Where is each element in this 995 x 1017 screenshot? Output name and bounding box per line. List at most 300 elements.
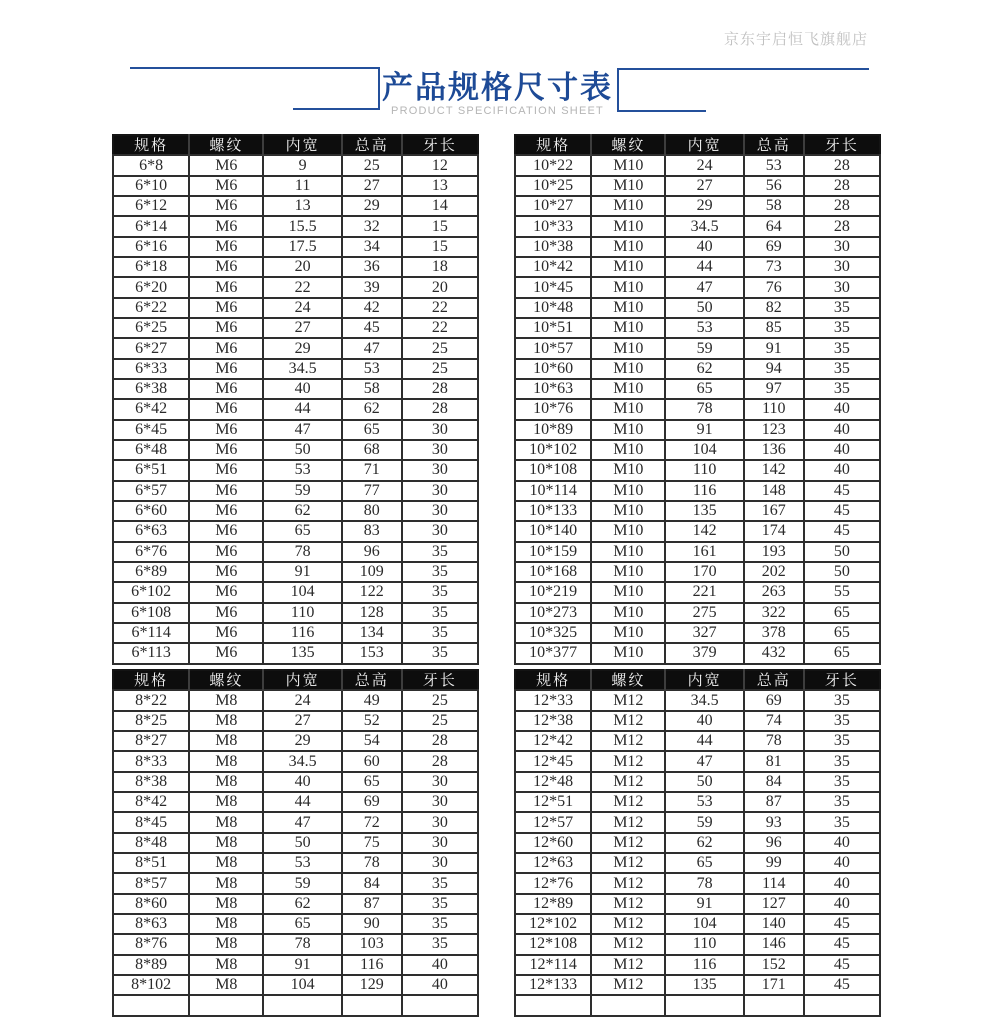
table-row	[515, 237, 880, 257]
spec-cell: 10*48	[515, 298, 591, 318]
table-row	[113, 257, 478, 277]
spec-cell: 35	[402, 914, 478, 934]
spec-cell: 35	[402, 894, 478, 914]
spec-cell: 40	[263, 379, 341, 399]
spec-cell: 44	[665, 257, 743, 277]
spec-cell: 123	[744, 420, 804, 440]
table-row	[113, 420, 478, 440]
spec-cell: 34	[342, 237, 402, 257]
spec-cell: M8	[189, 934, 263, 954]
spec-cell: 135	[263, 643, 341, 663]
spec-cell: 12*76	[515, 873, 591, 893]
spec-cell: M10	[591, 237, 665, 257]
spec-cell: M6	[189, 399, 263, 419]
spec-cell: 39	[342, 277, 402, 297]
spec-cell: 8*51	[113, 853, 189, 873]
spec-cell: 15.5	[263, 216, 341, 236]
table-row	[113, 934, 478, 954]
spec-cell: M12	[591, 934, 665, 954]
spec-cell: 84	[744, 772, 804, 792]
spec-cell: 13	[263, 196, 341, 216]
spec-cell: 116	[665, 481, 743, 501]
column-header: 规格	[113, 670, 189, 690]
spec-cell: M8	[189, 975, 263, 995]
spec-cell: 35	[804, 690, 880, 710]
spec-cell: M12	[591, 690, 665, 710]
spec-cell-empty	[113, 995, 189, 1015]
spec-cell: 83	[342, 521, 402, 541]
spec-cell: 432	[744, 643, 804, 663]
spec-cell: 29	[263, 731, 341, 751]
spec-cell: M10	[591, 603, 665, 623]
spec-cell: 47	[665, 751, 743, 771]
spec-cell: 50	[804, 562, 880, 582]
table-row	[515, 481, 880, 501]
spec-cell: M6	[189, 521, 263, 541]
spec-cell: 65	[665, 379, 743, 399]
spec-cell: M8	[189, 853, 263, 873]
spec-cell: 27	[665, 176, 743, 196]
spec-cell: 129	[342, 975, 402, 995]
spec-cell: 47	[263, 420, 341, 440]
spec-cell: 13	[402, 176, 478, 196]
spec-cell: M8	[189, 873, 263, 893]
spec-cell: 45	[804, 481, 880, 501]
spec-cell: M6	[189, 298, 263, 318]
spec-cell: 30	[804, 257, 880, 277]
spec-cell: 34.5	[263, 359, 341, 379]
spec-cell: 128	[342, 603, 402, 623]
spec-cell: 22	[263, 277, 341, 297]
table-row	[515, 399, 880, 419]
column-header: 内宽	[665, 135, 743, 155]
spec-cell: 17.5	[263, 237, 341, 257]
spec-cell: M6	[189, 562, 263, 582]
spec-cell: 6*102	[113, 582, 189, 602]
spec-cell: 35	[804, 772, 880, 792]
spec-cell: 65	[263, 914, 341, 934]
spec-cell: 8*48	[113, 833, 189, 853]
spec-cell: 10*33	[515, 216, 591, 236]
spec-cell: 35	[402, 582, 478, 602]
spec-cell: 6*48	[113, 440, 189, 460]
spec-cell: 50	[665, 298, 743, 318]
table-row	[113, 643, 478, 663]
spec-cell: 10*102	[515, 440, 591, 460]
spec-cell: 18	[402, 257, 478, 277]
spec-cell: 62	[665, 833, 743, 853]
spec-cell: 6*42	[113, 399, 189, 419]
table-row	[515, 975, 880, 995]
table-row	[515, 338, 880, 358]
spec-cell: 35	[402, 603, 478, 623]
spec-cell: 104	[665, 914, 743, 934]
spec-cell: 35	[804, 792, 880, 812]
table-row	[515, 542, 880, 562]
spec-cell: M10	[591, 440, 665, 460]
spec-cell: 60	[342, 751, 402, 771]
table-row	[515, 582, 880, 602]
spec-cell: M6	[189, 379, 263, 399]
spec-cell: 110	[665, 460, 743, 480]
spec-cell: 22	[402, 298, 478, 318]
spec-cell: 94	[744, 359, 804, 379]
spec-cell: M10	[591, 298, 665, 318]
spec-cell: 6*51	[113, 460, 189, 480]
spec-cell: 35	[804, 379, 880, 399]
spec-cell: 65	[263, 521, 341, 541]
spec-cell: M6	[189, 257, 263, 277]
spec-cell: 42	[342, 298, 402, 318]
spec-cell: 15	[402, 216, 478, 236]
header-row	[113, 670, 478, 690]
spec-cell: 8*76	[113, 934, 189, 954]
spec-cell: 24	[665, 155, 743, 175]
spec-cell-empty	[665, 995, 743, 1015]
spec-cell: 116	[263, 623, 341, 643]
spec-cell: 97	[744, 379, 804, 399]
spec-cell: 167	[744, 501, 804, 521]
spec-cell: 9	[263, 155, 341, 175]
spec-cell: 30	[402, 460, 478, 480]
spec-cell: 6*38	[113, 379, 189, 399]
column-header: 螺纹	[189, 670, 263, 690]
table-row	[515, 176, 880, 196]
spec-cell: 71	[342, 460, 402, 480]
spec-cell: M6	[189, 237, 263, 257]
spec-cell: 10*76	[515, 399, 591, 419]
spec-cell: 8*45	[113, 812, 189, 832]
spec-cell: 12*51	[515, 792, 591, 812]
spec-cell: 35	[402, 934, 478, 954]
spec-cell: 59	[665, 338, 743, 358]
spec-cell: M8	[189, 731, 263, 751]
spec-cell: 30	[402, 812, 478, 832]
spec-cell: 35	[804, 711, 880, 731]
spec-cell: M10	[591, 542, 665, 562]
spec-cell: 6*76	[113, 542, 189, 562]
spec-cell: 142	[744, 460, 804, 480]
spec-cell: 96	[342, 542, 402, 562]
spec-cell: 6*33	[113, 359, 189, 379]
spec-cell: 8*89	[113, 955, 189, 975]
column-header: 总高	[744, 670, 804, 690]
table-row	[113, 542, 478, 562]
spec-cell: 34.5	[665, 216, 743, 236]
column-header: 内宽	[263, 135, 341, 155]
spec-cell: 45	[804, 501, 880, 521]
spec-cell: M12	[591, 853, 665, 873]
spec-cell: 87	[342, 894, 402, 914]
column-header: 牙长	[402, 135, 478, 155]
spec-cell: M10	[591, 501, 665, 521]
column-header: 螺纹	[189, 135, 263, 155]
table-row	[113, 955, 478, 975]
spec-cell: 35	[804, 298, 880, 318]
spec-cell: 64	[744, 216, 804, 236]
table-row	[515, 155, 880, 175]
spec-cell: 25	[402, 690, 478, 710]
table-row	[113, 751, 478, 771]
table-row	[515, 792, 880, 812]
table-row	[113, 379, 478, 399]
spec-cell: 110	[263, 603, 341, 623]
spec-cell: M6	[189, 420, 263, 440]
column-header: 内宽	[665, 670, 743, 690]
spec-cell: 6*114	[113, 623, 189, 643]
spec-cell: 6*63	[113, 521, 189, 541]
spec-cell: 35	[804, 318, 880, 338]
header-row	[515, 670, 880, 690]
spec-cell: 28	[804, 176, 880, 196]
spec-cell-empty	[402, 995, 478, 1015]
spec-cell: 32	[342, 216, 402, 236]
spec-table-grid	[514, 134, 881, 665]
spec-cell: 263	[744, 582, 804, 602]
spec-cell: 69	[744, 237, 804, 257]
spec-cell-empty	[263, 995, 341, 1015]
spec-cell: 12*57	[515, 812, 591, 832]
spec-cell: 53	[263, 460, 341, 480]
spec-cell: 40	[804, 853, 880, 873]
spec-cell: M10	[591, 359, 665, 379]
spec-cell: 74	[744, 711, 804, 731]
spec-cell: 202	[744, 562, 804, 582]
spec-cell: 84	[342, 873, 402, 893]
spec-cell: 322	[744, 603, 804, 623]
table-row	[113, 338, 478, 358]
spec-cell: 12*114	[515, 955, 591, 975]
table-row	[515, 873, 880, 893]
spec-cell: 69	[744, 690, 804, 710]
spec-cell: 44	[665, 731, 743, 751]
spec-cell: 10*140	[515, 521, 591, 541]
spec-cell: 99	[744, 853, 804, 873]
table-row	[113, 562, 478, 582]
spec-cell: M12	[591, 894, 665, 914]
spec-cell: 85	[744, 318, 804, 338]
spec-cell: 8*60	[113, 894, 189, 914]
spec-cell: M12	[591, 955, 665, 975]
spec-cell: 25	[402, 359, 478, 379]
table-row	[113, 690, 478, 710]
spec-cell: 30	[804, 237, 880, 257]
spec-cell-empty	[744, 995, 804, 1015]
spec-cell: 27	[263, 711, 341, 731]
spec-cell: M10	[591, 257, 665, 277]
spec-cell: 78	[665, 873, 743, 893]
spec-cell: 40	[804, 399, 880, 419]
spec-cell: M10	[591, 155, 665, 175]
spec-cell: M8	[189, 711, 263, 731]
table-row	[515, 521, 880, 541]
table-row	[113, 155, 478, 175]
spec-cell: 90	[342, 914, 402, 934]
table-row	[113, 521, 478, 541]
spec-cell: M6	[189, 318, 263, 338]
table-row	[515, 711, 880, 731]
spec-cell: 12*48	[515, 772, 591, 792]
spec-cell: 62	[263, 501, 341, 521]
spec-cell: 40	[804, 873, 880, 893]
spec-cell: 53	[665, 318, 743, 338]
spec-cell: 28	[402, 751, 478, 771]
table-row	[515, 440, 880, 460]
spec-cell: 127	[744, 894, 804, 914]
spec-cell: 30	[804, 277, 880, 297]
spec-cell: M10	[591, 176, 665, 196]
spec-cell: 28	[804, 196, 880, 216]
spec-cell: 104	[263, 975, 341, 995]
spec-cell: 134	[342, 623, 402, 643]
spec-cell: 53	[744, 155, 804, 175]
spec-cell: 12*63	[515, 853, 591, 873]
spec-cell: 12*102	[515, 914, 591, 934]
table-row	[113, 176, 478, 196]
spec-cell: 110	[665, 934, 743, 954]
spec-cell: 6*14	[113, 216, 189, 236]
table-row	[515, 914, 880, 934]
spec-cell: 81	[744, 751, 804, 771]
spec-cell: 68	[342, 440, 402, 460]
spec-cell: 55	[804, 582, 880, 602]
spec-cell: 65	[804, 603, 880, 623]
spec-cell: 14	[402, 196, 478, 216]
spec-cell: 110	[744, 399, 804, 419]
table-row	[515, 772, 880, 792]
spec-cell-empty	[342, 995, 402, 1015]
table-row	[515, 894, 880, 914]
spec-cell: 25	[402, 711, 478, 731]
table-row	[113, 582, 478, 602]
spec-cell: 50	[804, 542, 880, 562]
table-row	[515, 318, 880, 338]
spec-cell: M6	[189, 481, 263, 501]
partial-clipped-row	[515, 995, 880, 1015]
spec-cell: 35	[804, 359, 880, 379]
spec-cell: 8*38	[113, 772, 189, 792]
store-name: 京东宇启恒飞旗舰店	[723, 31, 868, 48]
table-row	[113, 460, 478, 480]
spec-cell: 62	[342, 399, 402, 419]
spec-cell: 82	[744, 298, 804, 318]
spec-cell: 34.5	[263, 751, 341, 771]
spec-cell: 6*10	[113, 176, 189, 196]
spec-cell: M6	[189, 460, 263, 480]
spec-cell: 174	[744, 521, 804, 541]
spec-cell: 30	[402, 481, 478, 501]
spec-table-grid	[112, 669, 479, 1017]
spec-cell: 171	[744, 975, 804, 995]
spec-cell: 12*60	[515, 833, 591, 853]
spec-cell: 28	[804, 216, 880, 236]
table-row	[113, 914, 478, 934]
spec-cell: 40	[402, 955, 478, 975]
spec-cell: 93	[744, 812, 804, 832]
spec-cell: 45	[804, 521, 880, 541]
table-row	[113, 711, 478, 731]
spec-cell: 29	[263, 338, 341, 358]
spec-cell: M6	[189, 216, 263, 236]
spec-cell: 56	[744, 176, 804, 196]
spec-cell: 40	[804, 440, 880, 460]
spec-cell: 6*108	[113, 603, 189, 623]
spec-cell: 15	[402, 237, 478, 257]
column-header: 螺纹	[591, 135, 665, 155]
spec-cell: 62	[263, 894, 341, 914]
spec-cell: 72	[342, 812, 402, 832]
table-row	[515, 833, 880, 853]
spec-cell: 27	[263, 318, 341, 338]
spec-cell: 30	[402, 772, 478, 792]
header-row	[515, 135, 880, 155]
spec-cell: 78	[665, 399, 743, 419]
spec-cell: 58	[744, 196, 804, 216]
spec-cell: 20	[402, 277, 478, 297]
spec-cell: 73	[744, 257, 804, 277]
spec-cell: 104	[263, 582, 341, 602]
spec-cell: 52	[342, 711, 402, 731]
table-row	[113, 772, 478, 792]
spec-cell: M6	[189, 643, 263, 663]
spec-cell: 40	[402, 975, 478, 995]
spec-cell: 28	[402, 379, 478, 399]
spec-cell: 6*89	[113, 562, 189, 582]
spec-cell: M6	[189, 176, 263, 196]
spec-cell: 44	[263, 399, 341, 419]
spec-cell: 6*12	[113, 196, 189, 216]
spec-cell: 45	[342, 318, 402, 338]
table-row	[113, 237, 478, 257]
spec-cell: M12	[591, 833, 665, 853]
table-row	[113, 833, 478, 853]
spec-cell: 6*113	[113, 643, 189, 663]
table-row	[113, 894, 478, 914]
spec-table-m12	[514, 669, 881, 1017]
spec-cell: M8	[189, 812, 263, 832]
spec-cell: 11	[263, 176, 341, 196]
spec-cell: 161	[665, 542, 743, 562]
spec-cell: M10	[591, 379, 665, 399]
table-row	[113, 481, 478, 501]
table-row	[515, 934, 880, 954]
page-title: 产品规格尺寸表	[382, 70, 613, 105]
spec-cell: 275	[665, 603, 743, 623]
spec-cell: 6*16	[113, 237, 189, 257]
spec-cell: M12	[591, 731, 665, 751]
spec-cell: 59	[263, 481, 341, 501]
spec-table-m10	[514, 134, 881, 665]
spec-cell: 35	[804, 812, 880, 832]
spec-cell: M6	[189, 440, 263, 460]
spec-cell: 45	[804, 934, 880, 954]
table-row	[113, 812, 478, 832]
spec-cell: 53	[665, 792, 743, 812]
spec-cell: 6*18	[113, 257, 189, 277]
spec-cell: 35	[804, 338, 880, 358]
spec-cell: M6	[189, 582, 263, 602]
spec-cell: M8	[189, 833, 263, 853]
spec-cell: 69	[342, 792, 402, 812]
spec-cell: 30	[402, 521, 478, 541]
spec-cell: 96	[744, 833, 804, 853]
spec-cell: 10*22	[515, 155, 591, 175]
spec-cell: 40	[665, 237, 743, 257]
table-row	[515, 359, 880, 379]
spec-cell: M8	[189, 792, 263, 812]
spec-cell: M10	[591, 460, 665, 480]
spec-cell: 28	[804, 155, 880, 175]
